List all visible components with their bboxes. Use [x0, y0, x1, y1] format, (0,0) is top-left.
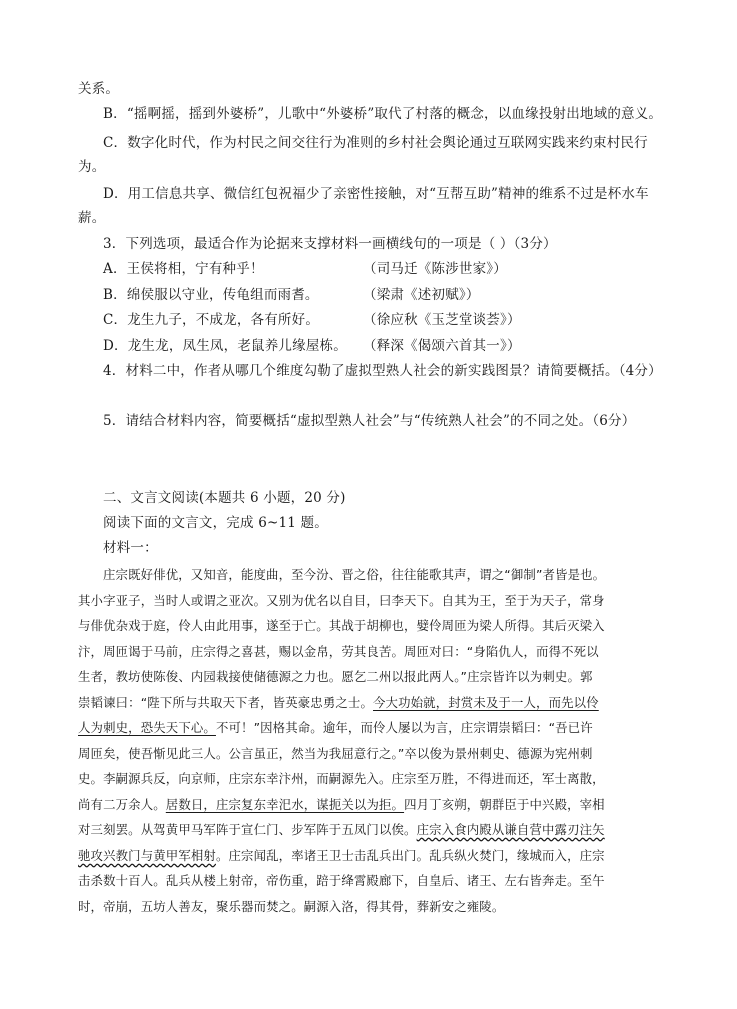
option-d-cont: 薪。 [78, 210, 106, 226]
passage-text: 尚有二万余人。 [78, 797, 166, 812]
passage-line [78, 715, 668, 740]
option-b: B．“摇啊摇，摇到外婆桥”，儿歌中“外婆桥”取代了村落的概念，以血缘投射出地域的意义。 [103, 106, 663, 122]
passage-line [78, 817, 668, 842]
q3-option-a-source: （司马迁《陈涉世家》） [363, 261, 507, 277]
underlined-sentence: 今大功始就，封赏未及于一人，而先以伶 [373, 695, 599, 710]
q3-option-d [103, 334, 691, 358]
option-c-cont: 为。 [78, 159, 106, 175]
passage-line: 庄宗既好俳优，又知音，能度曲，至今汾、晋之俗，往往能歌其声，谓之“御制”者皆是也。 [103, 567, 606, 582]
passage-line: 击杀数十百人。乱兵从楼上射帝，帝伤重，踣于绛霄殿廊下，自皇后、诸王、左右皆奔走。至午 [78, 873, 605, 888]
underlined-sentence: 居数日，庄宗复东幸汜水，谋扼关以为拒。 [165, 797, 405, 812]
q3-option-d-text: D．龙生龙，凤生凤，老鼠养儿缘屋栋。 [103, 338, 347, 354]
passage-line [78, 690, 668, 715]
passage-text: 不可！”因格其命。逾年，而伶人屡以为言，庄宗谓崇韬曰：“吾已许 [215, 720, 593, 735]
passage-text: 四月丁亥朔，朝群臣于中兴殿，宰相 [404, 797, 605, 812]
q3-option-b [103, 283, 691, 307]
passage-line [78, 843, 668, 868]
passage-line: 汴，周匝谒于马前，庄宗得之喜甚，赐以金帛，劳其良苦。周匝对曰：“身陷仇人，而得不死以 [78, 644, 599, 659]
underlined-sentence: 人为刺史，恐失天下心。 [78, 720, 216, 735]
q3-option-b-text: B．绵侯服以守业，传龟组而雨耆。 [103, 287, 319, 303]
q3-option-a [103, 257, 691, 281]
option-c: C．数字化时代，作为村民之间交往行为准则的乡村社会舆论通过互联网实践来约束村民行 [103, 135, 648, 151]
passage-line: 周匝矣，使吾惭见此三人。公言虽正，然当为我屈意行之。”卒以俊为景州刺史、德源为宪州刺 [78, 746, 593, 761]
section-heading: 二、文言文阅读(本题共 6 小题，20 分) [103, 490, 346, 506]
wavy-underlined-sentence: 驰攻兴教门与黄甲军相射 [78, 848, 216, 863]
q3-option-c [103, 308, 691, 332]
q3-option-d-source: （释深《偈颂六首其一》） [363, 338, 521, 354]
passage-text: 。庄宗闻乱，率诸王卫士击乱兵出门。乱兵纵火焚门，缘城而入，庄宗 [215, 848, 605, 863]
q3-option-c-text: C．龙生九子，不成龙，各有所好。 [103, 312, 320, 328]
text-line: 关系。 [78, 81, 120, 97]
q3-option-b-source: （梁肃《述初赋》） [363, 287, 480, 303]
section-instruction: 阅读下面的文言文，完成 6~11 题。 [103, 515, 328, 531]
passage-line: 其小字亚子，当时人或谓之亚次。又别为优名以自目，曰李天下。自其为王，至于为天子，常身 [78, 593, 605, 608]
passage-line [78, 792, 668, 817]
question-3-stem: 3．下列选项，最适合作为论据来支撑材料一画横线句的一项是（ ）（3分） [103, 236, 557, 252]
passage-line: 史。李嗣源兵反，向京师，庄宗东幸汴州，而嗣源先入。庄宗至万胜，不得进而还，军士离散， [78, 771, 605, 786]
option-d: D．用工信息共享、微信红包祝福少了亲密性接触，对“互帮互助”精神的维系不过是杯水车 [103, 186, 649, 202]
material-label: 材料一： [103, 540, 158, 556]
passage-line: 生者，教坊使陈俊、内园栽接使储德源之力也。愿乞二州以报此两人。”庄宗皆许以为刺史。郭 [78, 669, 593, 684]
question-5: 5．请结合材料内容，简要概括“虚拟型熟人社会”与“传统熟人社会”的不同之处。（6分） [103, 413, 636, 429]
q3-option-c-source: （徐应秋《玉芝堂谈荟》） [363, 312, 521, 328]
passage-line: 时，帝崩，五坊人善友，聚乐器而焚之。嗣源入洛，得其骨，葬新安之雍陵。 [78, 899, 505, 914]
passage-text: 崇韬谏曰：“陛下所与共取天下者，皆英豪忠勇之士。 [78, 695, 374, 710]
passage-line: 与俳优杂戏于庭，伶人由此用事，遂至于亡。其战于胡柳也，嬖伶周匝为梁人所得。其后灭梁入 [78, 618, 605, 633]
question-4: 4．材料二中，作者从哪几个维度勾勒了虚拟型熟人社会的新实践图景？请简要概括。（4分） [103, 363, 662, 379]
passage-text: 对三刻罢。从驾黄甲马军阵于宣仁门、步军阵于五凤门以俟。 [78, 822, 417, 837]
q3-option-a-text: A．王侯将相，宁有种乎！ [103, 261, 264, 277]
wavy-underlined-sentence: 庄宗入食内殿从谦自营中露刃注矢 [416, 822, 605, 837]
